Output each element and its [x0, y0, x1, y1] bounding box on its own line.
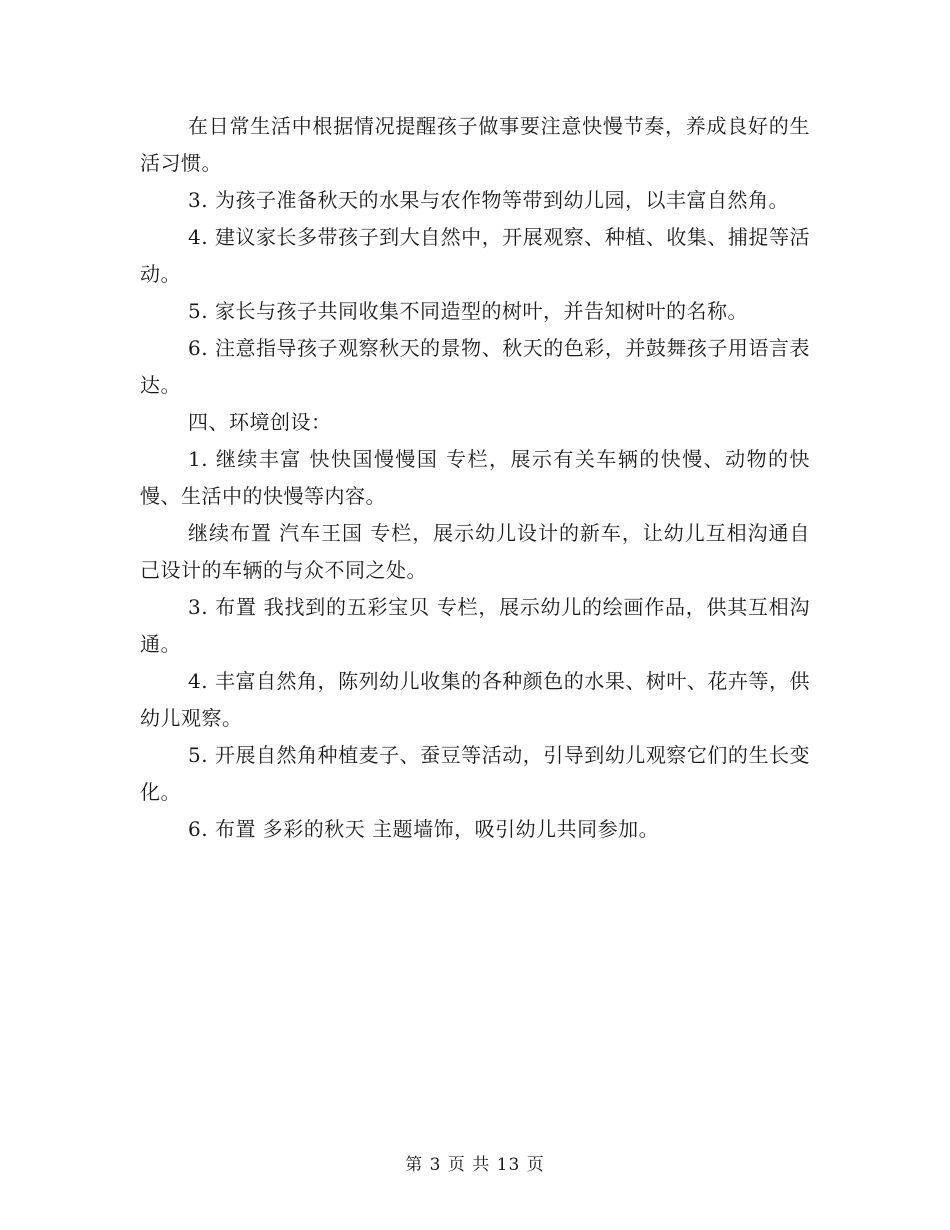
- paragraph-8: 继续布置 汽车王国 专栏，展示幼儿设计的新车，让幼儿互相沟通自己设计的车辆的与众不同之处。: [140, 521, 810, 582]
- paragraph-1: 在日常生活中根据情况提醒孩子做事要注意快慢节奏，养成良好的生活习惯。: [140, 114, 810, 175]
- paragraph-2: 3. 为孩子准备秋天的水果与农作物等带到幼儿园，以丰富自然角。: [188, 188, 789, 212]
- paragraph-3: 4. 建议家长多带孩子到大自然中，开展观察、种植、收集、捕捉等活动。: [140, 225, 810, 286]
- page-footer: [0, 1150, 950, 1175]
- section-heading-environment: 四、环境创设：: [188, 410, 332, 434]
- paragraph-9: 3. 布置 我找到的五彩宝贝 专栏，展示幼儿的绘画作品，供其互相沟通。: [140, 595, 810, 656]
- paragraph-4: 5. 家长与孩子共同收集不同造型的树叶，并告知树叶的名称。: [188, 299, 748, 323]
- page-number: 第 3 页 共 13 页: [405, 1155, 545, 1175]
- document-body: [140, 108, 810, 848]
- paragraph-12: 6. 布置 多彩的秋天 主题墙饰，吸引幼儿共同参加。: [188, 817, 660, 841]
- paragraph-10: 4. 丰富自然角，陈列幼儿收集的各种颜色的水果、树叶、花卉等，供幼儿观察。: [140, 669, 810, 730]
- paragraph-7: 1. 继续丰富 快快国慢慢国 专栏，展示有关车辆的快慢、动物的快慢、生活中的快慢等内容。: [140, 447, 810, 508]
- paragraph-11: 5. 开展自然角种植麦子、蚕豆等活动，引导到幼儿观察它们的生长变化。: [140, 743, 810, 804]
- paragraph-5: 6. 注意指导孩子观察秋天的景物、秋天的色彩，并鼓舞孩子用语言表达。: [140, 336, 810, 397]
